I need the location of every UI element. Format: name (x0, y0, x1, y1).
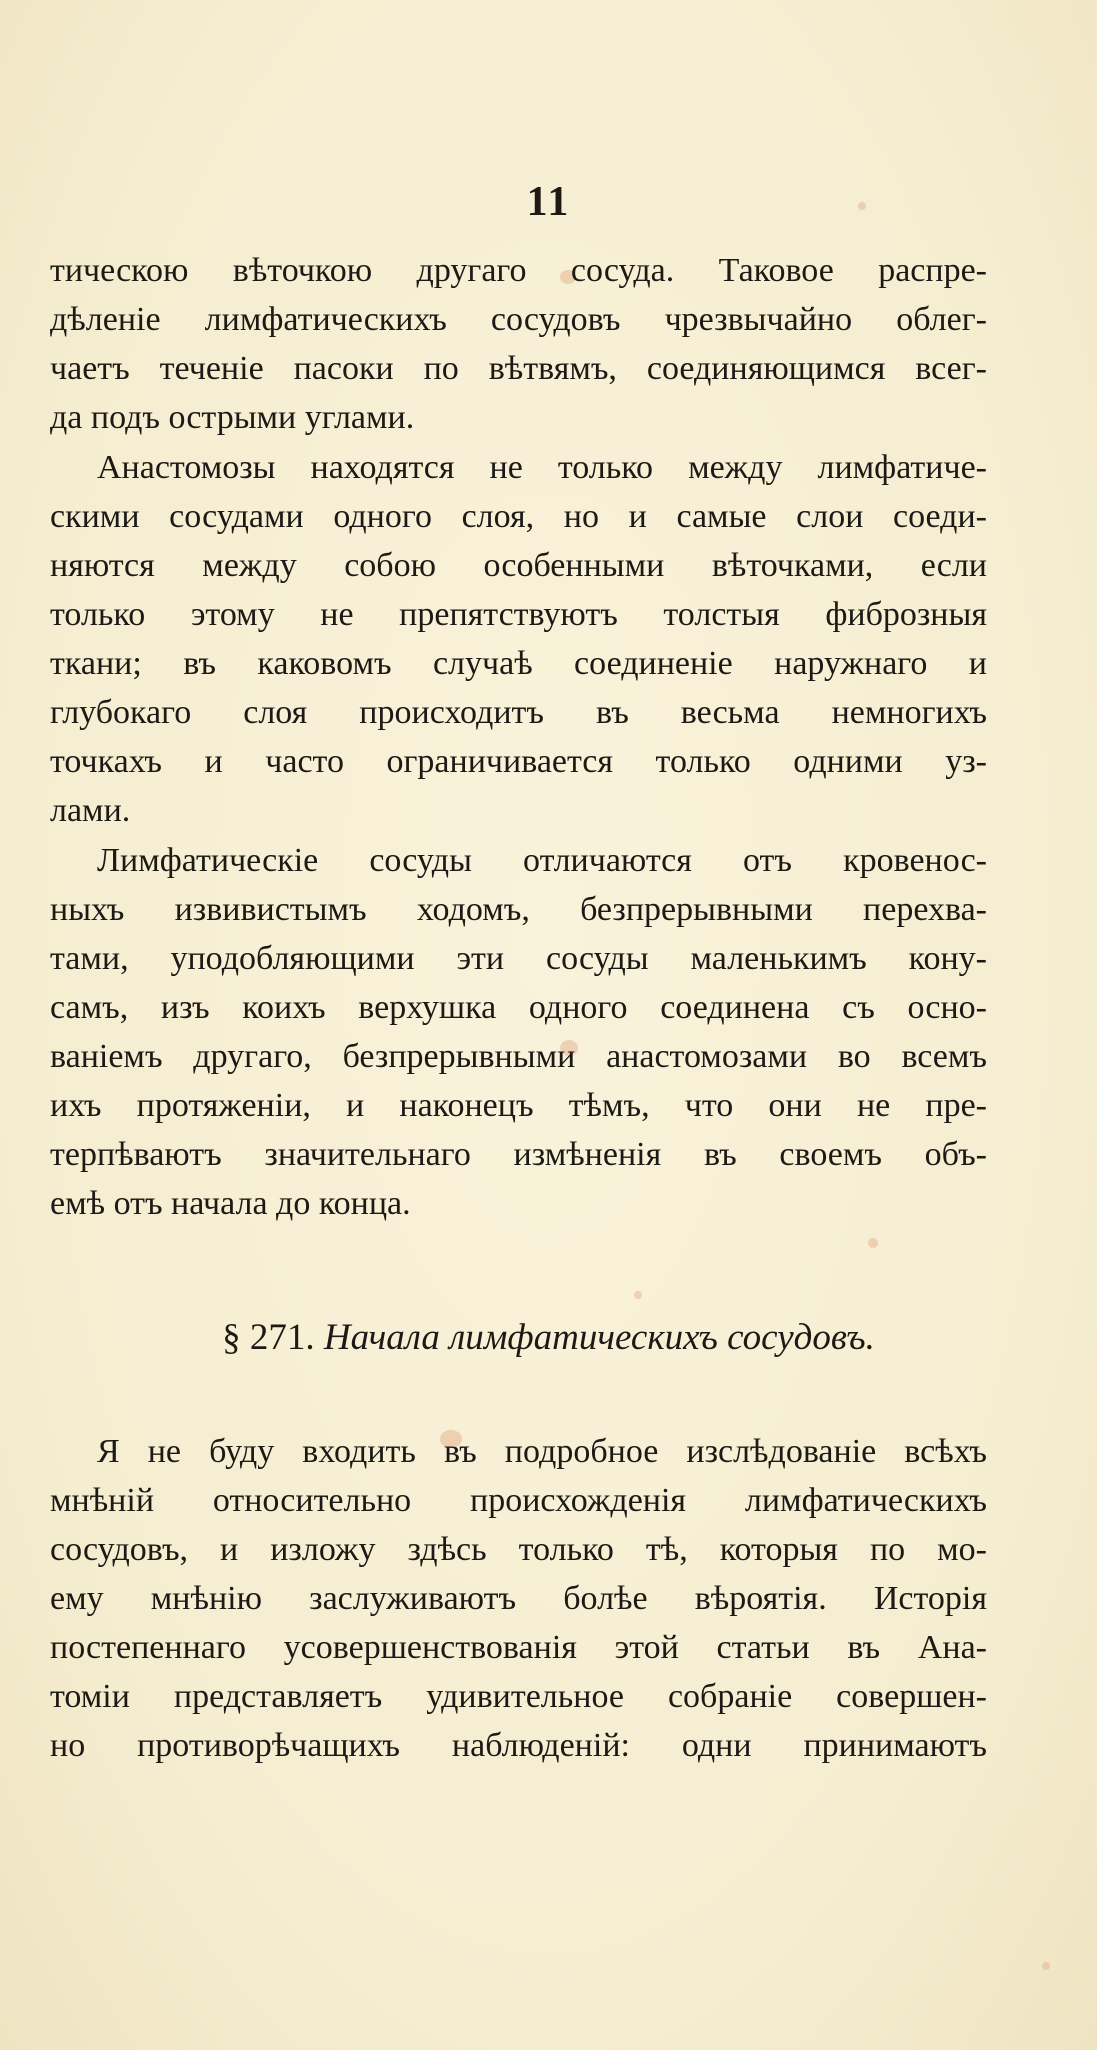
text-line: но противорѣчащихъ наблюденій: одни принимаютъ (50, 1727, 987, 1764)
text-line: емѣ отъ начала до конца. (50, 1185, 411, 1222)
paragraph (50, 246, 987, 442)
text-line: Анастомозы находятся не только между лимфатиче- (97, 449, 987, 486)
section-heading (0, 1316, 1097, 1359)
text-line: только этому не препятствуютъ толстыя фиброзныя (50, 596, 987, 633)
section-number: § 271. (222, 1317, 315, 1358)
text-line: ему мнѣнію заслуживаютъ болѣе вѣроятія. Исторія (50, 1580, 987, 1617)
text-line: тами, уподобляющими эти сосуды маленькимъ кону- (50, 940, 987, 977)
text-line: ихъ протяженіи, и наконецъ тѣмъ, что они не пре- (50, 1087, 987, 1124)
text-line: ткани; въ каковомъ случаѣ соединеніе наружнаго и (50, 645, 987, 682)
page-number: 11 (526, 179, 571, 225)
text-line: сосудовъ, и изложу здѣсь только тѣ, которыя по мо- (50, 1531, 987, 1568)
text-line: дѣленіе лимфатическихъ сосудовъ чрезвычайно облег- (50, 301, 987, 338)
foxing-spot (634, 1291, 642, 1299)
text-line: да подъ острыми углами. (50, 399, 415, 436)
text-line: точкахъ и часто ограничивается только одними уз- (50, 743, 987, 780)
foxing-spot (1042, 1962, 1050, 1970)
text-line: постепеннаго усовершенствованія этой статьи въ Ана- (50, 1629, 987, 1666)
text-line: Лимфатическіе сосуды отличаются отъ кровенос- (97, 842, 987, 879)
text-line: лами. (50, 792, 131, 829)
text-line: ныхъ извивистымъ ходомъ, безпрерывными перехва- (50, 891, 987, 928)
foxing-spot (868, 1238, 878, 1248)
text-line: скими сосудами одного слоя, но и самые слои соеди- (50, 498, 987, 535)
text-line: Я не буду входить въ подробное изслѣдованіе всѣхъ (97, 1433, 987, 1470)
text-line: глубокаго слоя происходитъ въ весьма немногихъ (50, 694, 987, 731)
text-line: томіи представляетъ удивительное собраніе совершен- (50, 1678, 987, 1715)
section-title: Начала лимфатическихъ сосудовъ. (323, 1317, 875, 1358)
text-line: ваніемъ другаго, безпрерывными анастомозами во всемъ (50, 1038, 987, 1075)
text-line: няются между собою особенными вѣточками, если (50, 547, 987, 584)
text-line: тическою вѣточкою другаго сосуда. Таковое распре- (50, 252, 987, 289)
text-line: самъ, изъ коихъ верхушка одного соединена съ осно- (50, 989, 987, 1026)
paragraph (50, 1427, 987, 1770)
text-line: мнѣній относительно происхожденія лимфатическихъ (50, 1482, 987, 1519)
text-line: чаетъ теченіе пасоки по вѣтвямъ, соединяющимся всег- (50, 350, 987, 387)
paragraph (50, 836, 987, 1228)
text-line: терпѣваютъ значительнаго измѣненія въ своемъ объ- (50, 1136, 987, 1173)
paragraph (50, 443, 987, 835)
